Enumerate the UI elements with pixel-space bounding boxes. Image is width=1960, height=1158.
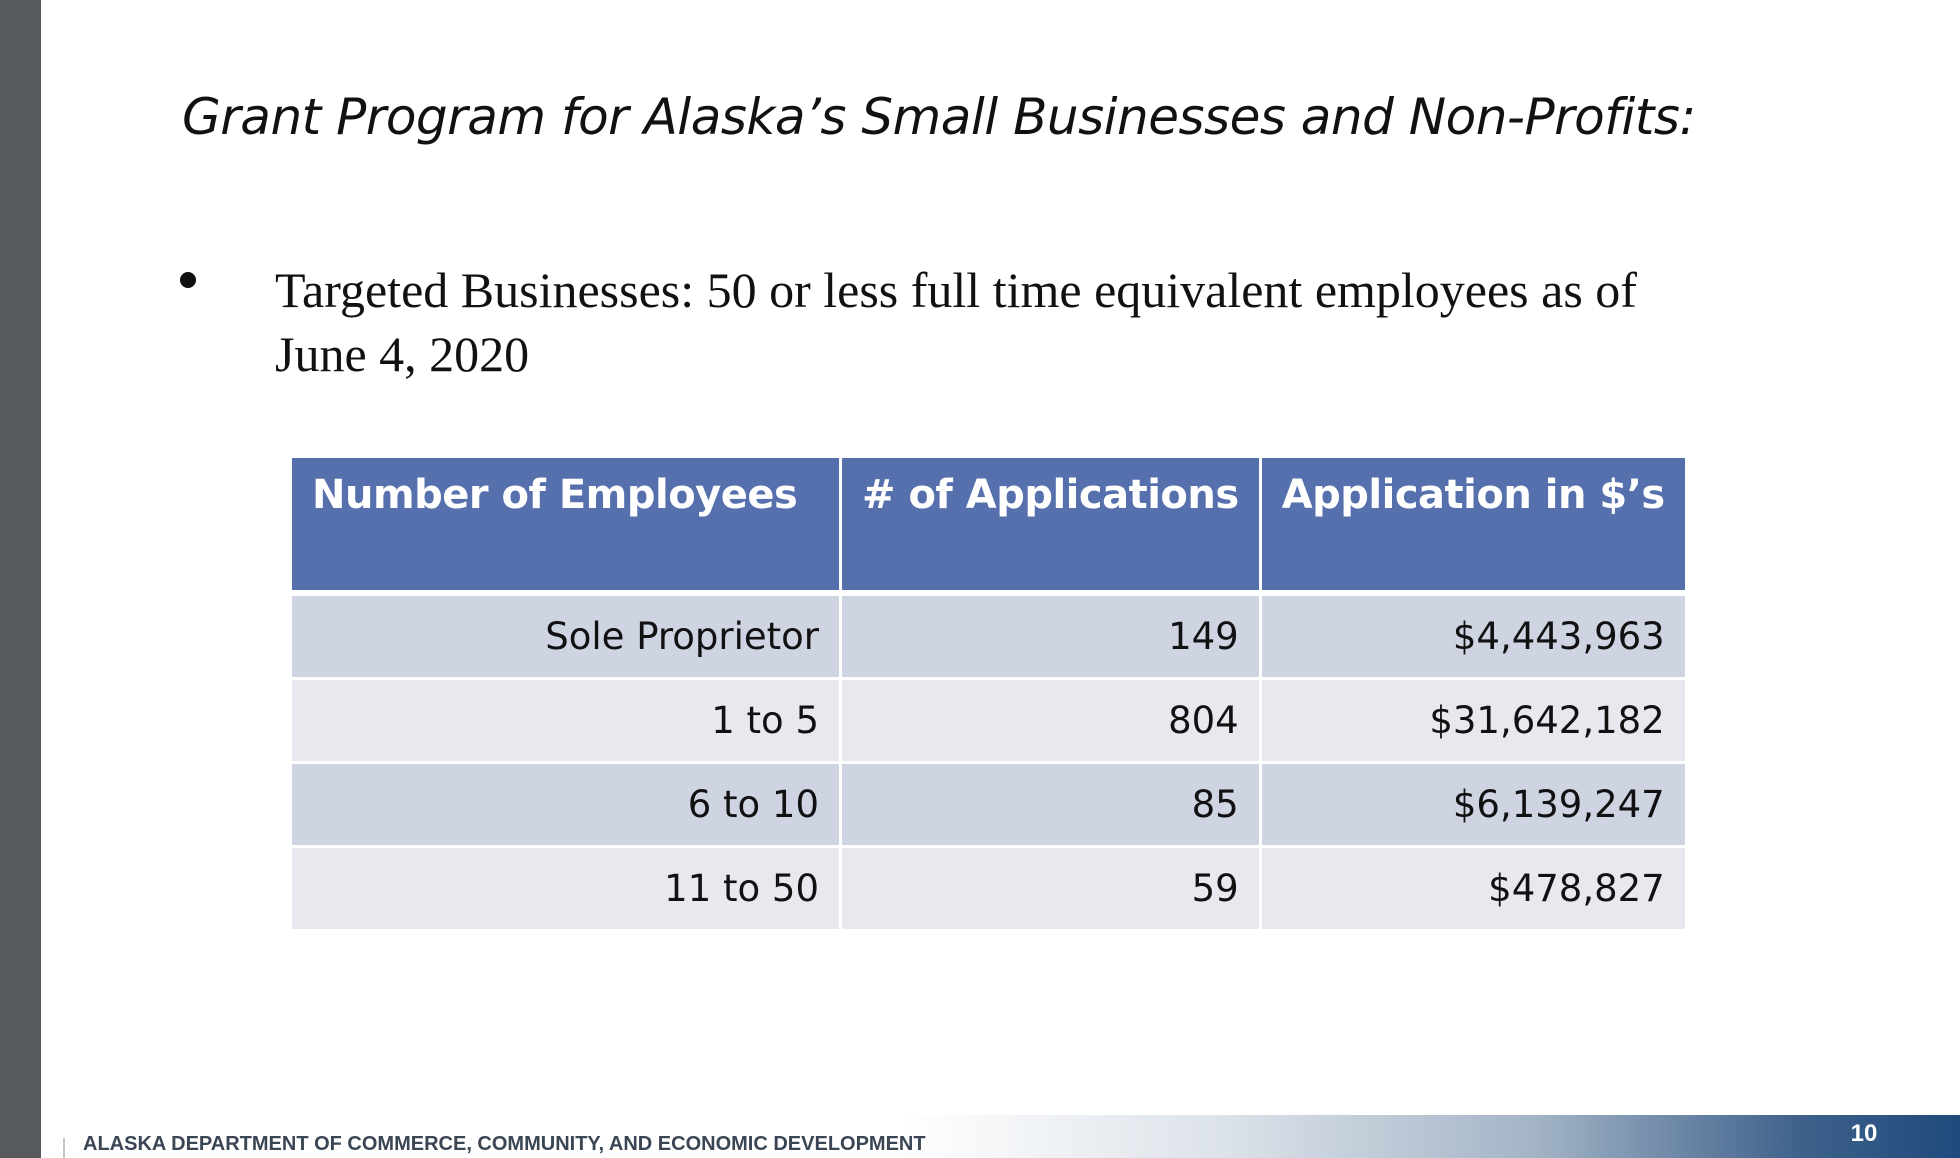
applications-table <box>292 458 1685 932</box>
cell-employees: 1 to 5 <box>292 680 842 764</box>
cell-employees: 6 to 10 <box>292 764 842 848</box>
cell-dollars: $478,827 <box>1262 848 1685 932</box>
left-accent-bar <box>0 0 41 1158</box>
column-header-applications: # of Applications <box>842 458 1262 596</box>
cell-applications: 59 <box>842 848 1262 932</box>
page-number: 10 <box>1850 1120 1878 1147</box>
cell-applications: 804 <box>842 680 1262 764</box>
footer-organization: ALASKA DEPARTMENT OF COMMERCE, COMMUNITY, AND ECONOMIC DEVELOPMENT <box>83 1133 926 1155</box>
cell-dollars: $4,443,963 <box>1262 596 1685 680</box>
bullet-icon <box>180 272 196 288</box>
cell-dollars: $31,642,182 <box>1262 680 1685 764</box>
column-header-dollars: Application in $’s <box>1262 458 1685 596</box>
cell-dollars: $6,139,247 <box>1262 764 1685 848</box>
table-row <box>292 596 1685 680</box>
cell-employees: 11 to 50 <box>292 848 842 932</box>
slide-title: Grant Program for Alaska’s Small Businesses and Non-Profits: <box>182 88 1696 146</box>
table-row <box>292 764 1685 848</box>
cell-employees: Sole Proprietor <box>292 596 842 680</box>
footer-divider <box>63 1138 65 1158</box>
table-header-row <box>292 458 1685 596</box>
bullet-text: Targeted Businesses: 50 or less full time equivalent employees as of June 4, 2020 <box>275 262 1637 382</box>
cell-applications: 149 <box>842 596 1262 680</box>
column-header-employees: Number of Employees <box>292 458 842 596</box>
table-row <box>292 680 1685 764</box>
table-row <box>292 848 1685 932</box>
cell-applications: 85 <box>842 764 1262 848</box>
footer-gradient-band <box>900 1115 1960 1158</box>
